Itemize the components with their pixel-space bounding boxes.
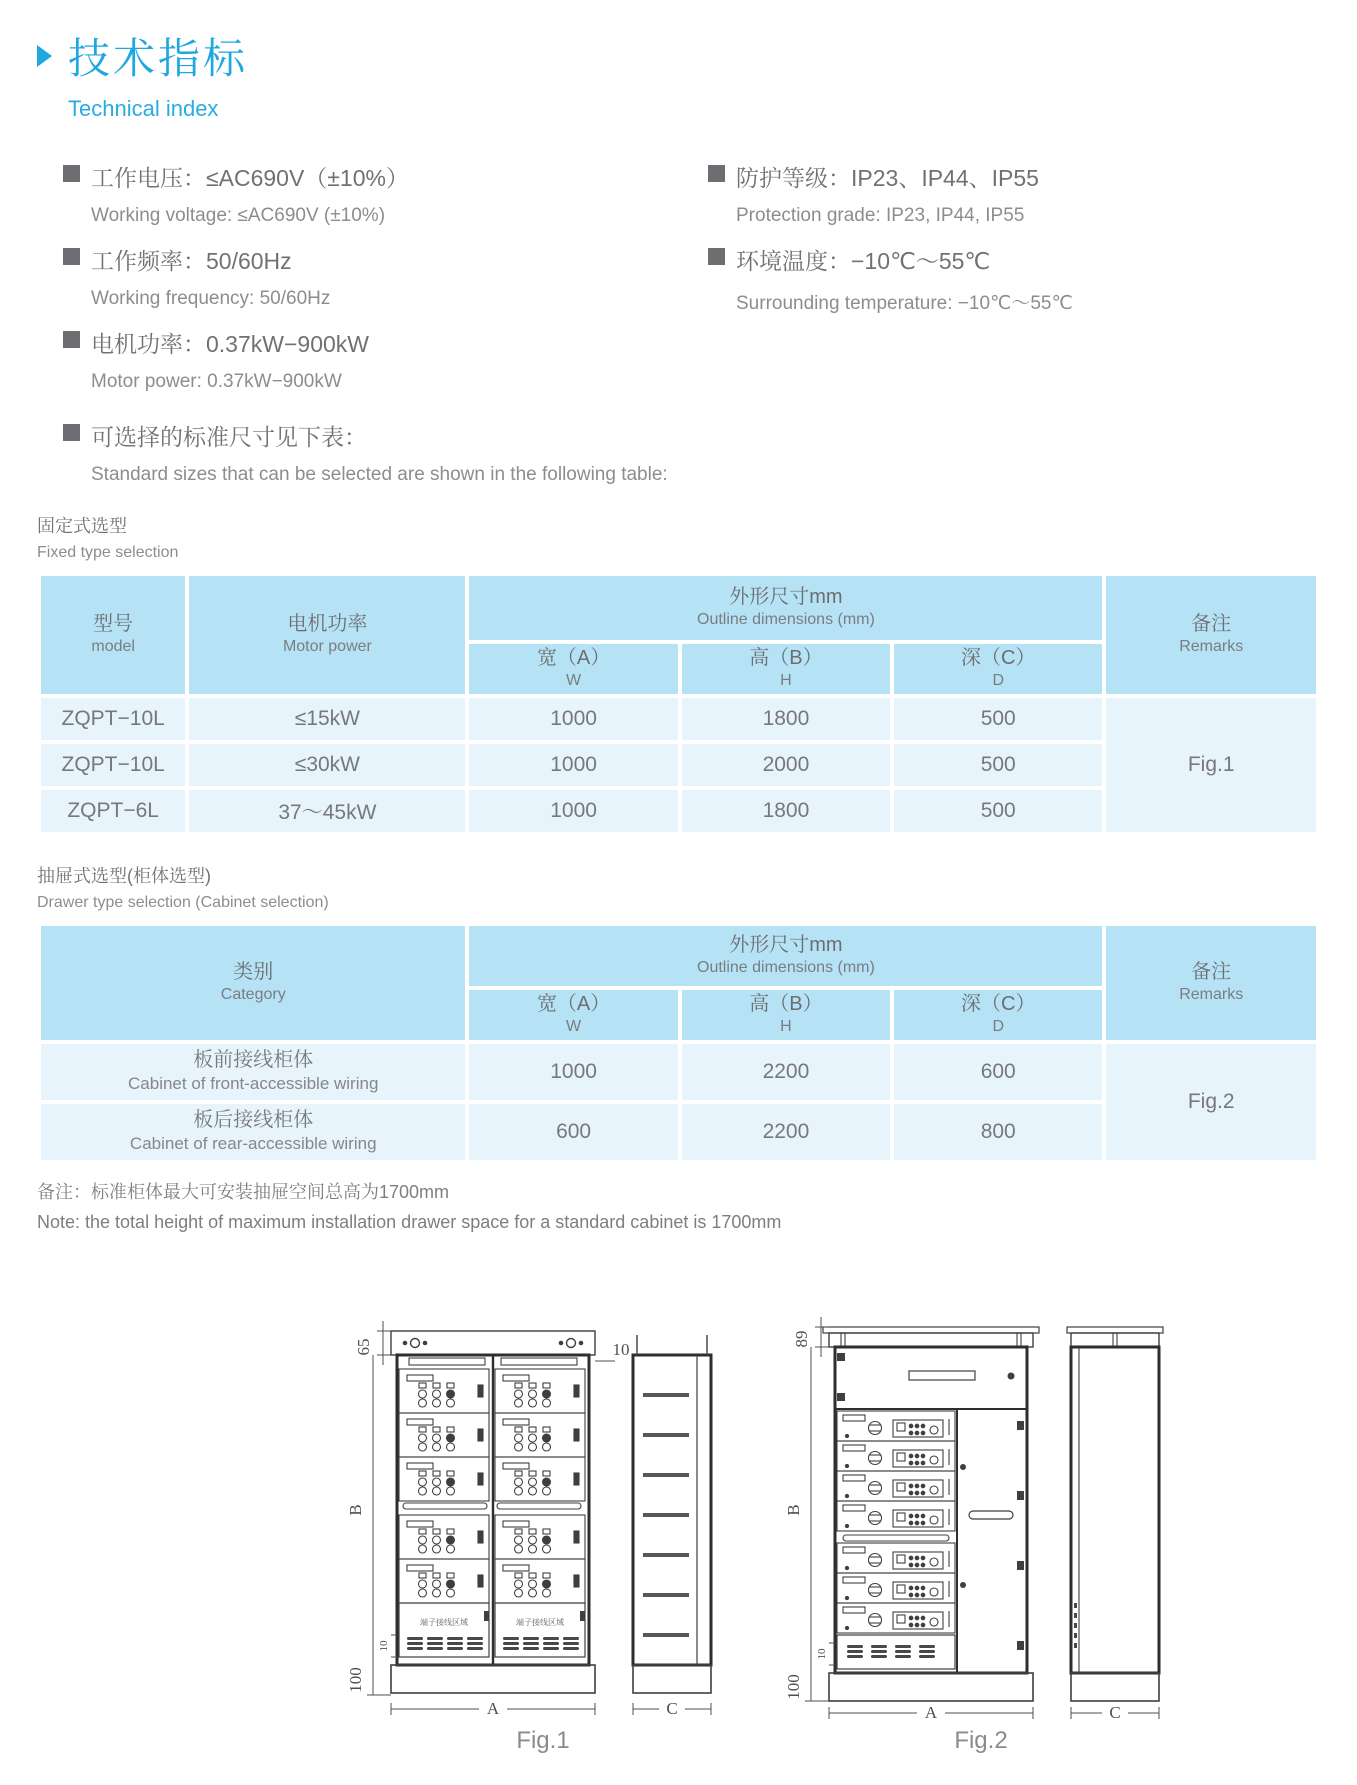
cell-height: 2200 [680,1102,892,1162]
square-bullet-icon [708,165,725,182]
note-en: Note: the total height of maximum installation drawer space for a standard cabinet is 1700mm [37,1212,782,1232]
spec-zh: 电机功率：0.37kW−900kW [91,331,369,357]
spec-zh: 环境温度：−10℃～55℃ [736,248,991,274]
cell-width: 1000 [467,742,679,788]
figure-1 [333,1243,753,1755]
cell-category: 板后接线柜体 Cabinet of rear-accessible wiring [39,1102,467,1162]
spec-column-left [37,144,682,393]
terminal-area-label: 端子接线区域 [420,1618,468,1627]
dim-B: B [784,1504,803,1516]
spec-zh: 防护等级：IP23、IP44、IP55 [736,165,1039,191]
dim-C: C [666,1699,678,1718]
drawer-type-table [37,922,1320,1164]
dim-89: 89 [792,1330,811,1348]
cell-height: 2000 [680,742,892,788]
fig1-drawing [333,1243,753,1725]
table-row [39,1042,1318,1102]
cell-width: 1000 [467,1042,679,1102]
cell-depth: 500 [892,742,1104,788]
square-bullet-icon [63,248,80,265]
dim-100: 100 [784,1674,803,1700]
cell-power: ≤30kW [187,742,467,788]
dim-65: 65 [354,1338,373,1356]
square-bullet-icon [63,165,80,182]
spec-en: Working frequency: 50/60Hz [91,288,331,309]
figure-2 [771,1243,1191,1755]
col-header-outline-dims: 外形尺寸mm Outline dimensions (mm) [467,924,1104,988]
cell-width: 600 [467,1102,679,1162]
col-header-depth: 深（C） D [892,642,1104,696]
spec-zh: 工作电压：≤AC690V（±10%） [91,165,409,191]
cell-category: 板前接线柜体 Cabinet of front-accessible wiring [39,1042,467,1102]
fig2-caption: Fig.2 [954,1727,1008,1754]
col-header-width: 宽（A） W [467,642,679,696]
spec-column-right [682,144,1320,393]
cell-model: ZQPT−10L [39,696,187,742]
square-bullet-icon [63,331,80,348]
fig1-caption: Fig.1 [516,1727,570,1754]
cell-width: 1000 [467,788,679,834]
spec-item-table-intro [37,419,1320,486]
page-subtitle: Technical index [68,96,219,121]
cell-height: 1800 [680,696,892,742]
cell-width: 1000 [467,696,679,742]
dim-A: A [924,1703,938,1722]
section-label-fixed-zh: 固定式选型 [37,516,127,536]
spec-item-protection [682,160,1320,227]
spec-item-frequency [37,243,682,310]
terminal-area-label: 端子接线区域 [516,1618,564,1627]
col-header-height: 高（B） H [680,988,892,1042]
spec-zh: 可选择的标准尺寸见下表： [91,424,367,450]
dim-B: B [346,1504,365,1516]
cell-remark: Fig.1 [1104,696,1318,834]
spec-item-voltage [37,160,682,227]
page-title: 技术指标 [68,35,249,82]
dim-C: C [1109,1703,1121,1722]
cell-power: 37～45kW [187,788,467,834]
cell-power: ≤15kW [187,696,467,742]
dim-10-small: 10 [816,1648,828,1660]
spec-list [37,144,1320,393]
fig2-drawing [771,1243,1191,1725]
page-header [37,26,1320,86]
spec-item-motor-power [37,326,682,393]
dim-A: A [486,1699,500,1718]
section-label-drawer-en: Drawer type selection (Cabinet selection) [37,894,329,911]
table-row [39,696,1318,742]
col-header-outline-dims: 外形尺寸mm Outline dimensions (mm) [467,574,1104,642]
square-bullet-icon [63,424,80,441]
note-zh: 备注：标准柜体最大可安装抽屉空间总高为1700mm [37,1182,450,1202]
section-label-drawer-zh: 抽屉式选型(柜体选型) [37,866,211,886]
cell-model: ZQPT−6L [39,788,187,834]
spec-en: Standard sizes that can be selected are shown in the following table: [91,464,668,485]
cell-model: ZQPT−10L [39,742,187,788]
square-bullet-icon [708,248,725,265]
cell-height: 2200 [680,1042,892,1102]
cell-depth: 500 [892,696,1104,742]
col-header-motor-power: 电机功率 Motor power [187,574,467,696]
spec-en: Motor power: 0.37kW−900kW [91,371,342,392]
cell-depth: 800 [892,1102,1104,1162]
spec-item-temperature [682,243,1320,315]
cell-remark: Fig.2 [1104,1042,1318,1162]
spec-zh: 工作频率：50/60Hz [91,248,292,274]
col-header-remarks: 备注 Remarks [1104,924,1318,1042]
dim-10: 10 [612,1340,630,1359]
spec-en: Protection grade: IP23, IP44, IP55 [736,205,1025,226]
cell-depth: 500 [892,788,1104,834]
triangle-bullet-icon [37,45,52,67]
fixed-type-table [37,572,1320,836]
col-header-model: 型号 model [39,574,187,696]
col-header-category: 类别 Category [39,924,467,1042]
cell-height: 1800 [680,788,892,834]
figures-row [333,1243,1320,1755]
section-label-fixed-en: Fixed type selection [37,544,179,561]
spec-en: Working voltage: ≤AC690V (±10%) [91,205,386,226]
col-header-width: 宽（A） W [467,988,679,1042]
col-header-height: 高（B） H [680,642,892,696]
col-header-remarks: 备注 Remarks [1104,574,1318,696]
col-header-depth: 深（C） D [892,988,1104,1042]
spec-en: Surrounding temperature: −10℃～55℃ [736,293,1073,314]
cell-depth: 600 [892,1042,1104,1102]
dim-100: 100 [346,1667,365,1693]
dim-10-small: 10 [378,1640,390,1652]
